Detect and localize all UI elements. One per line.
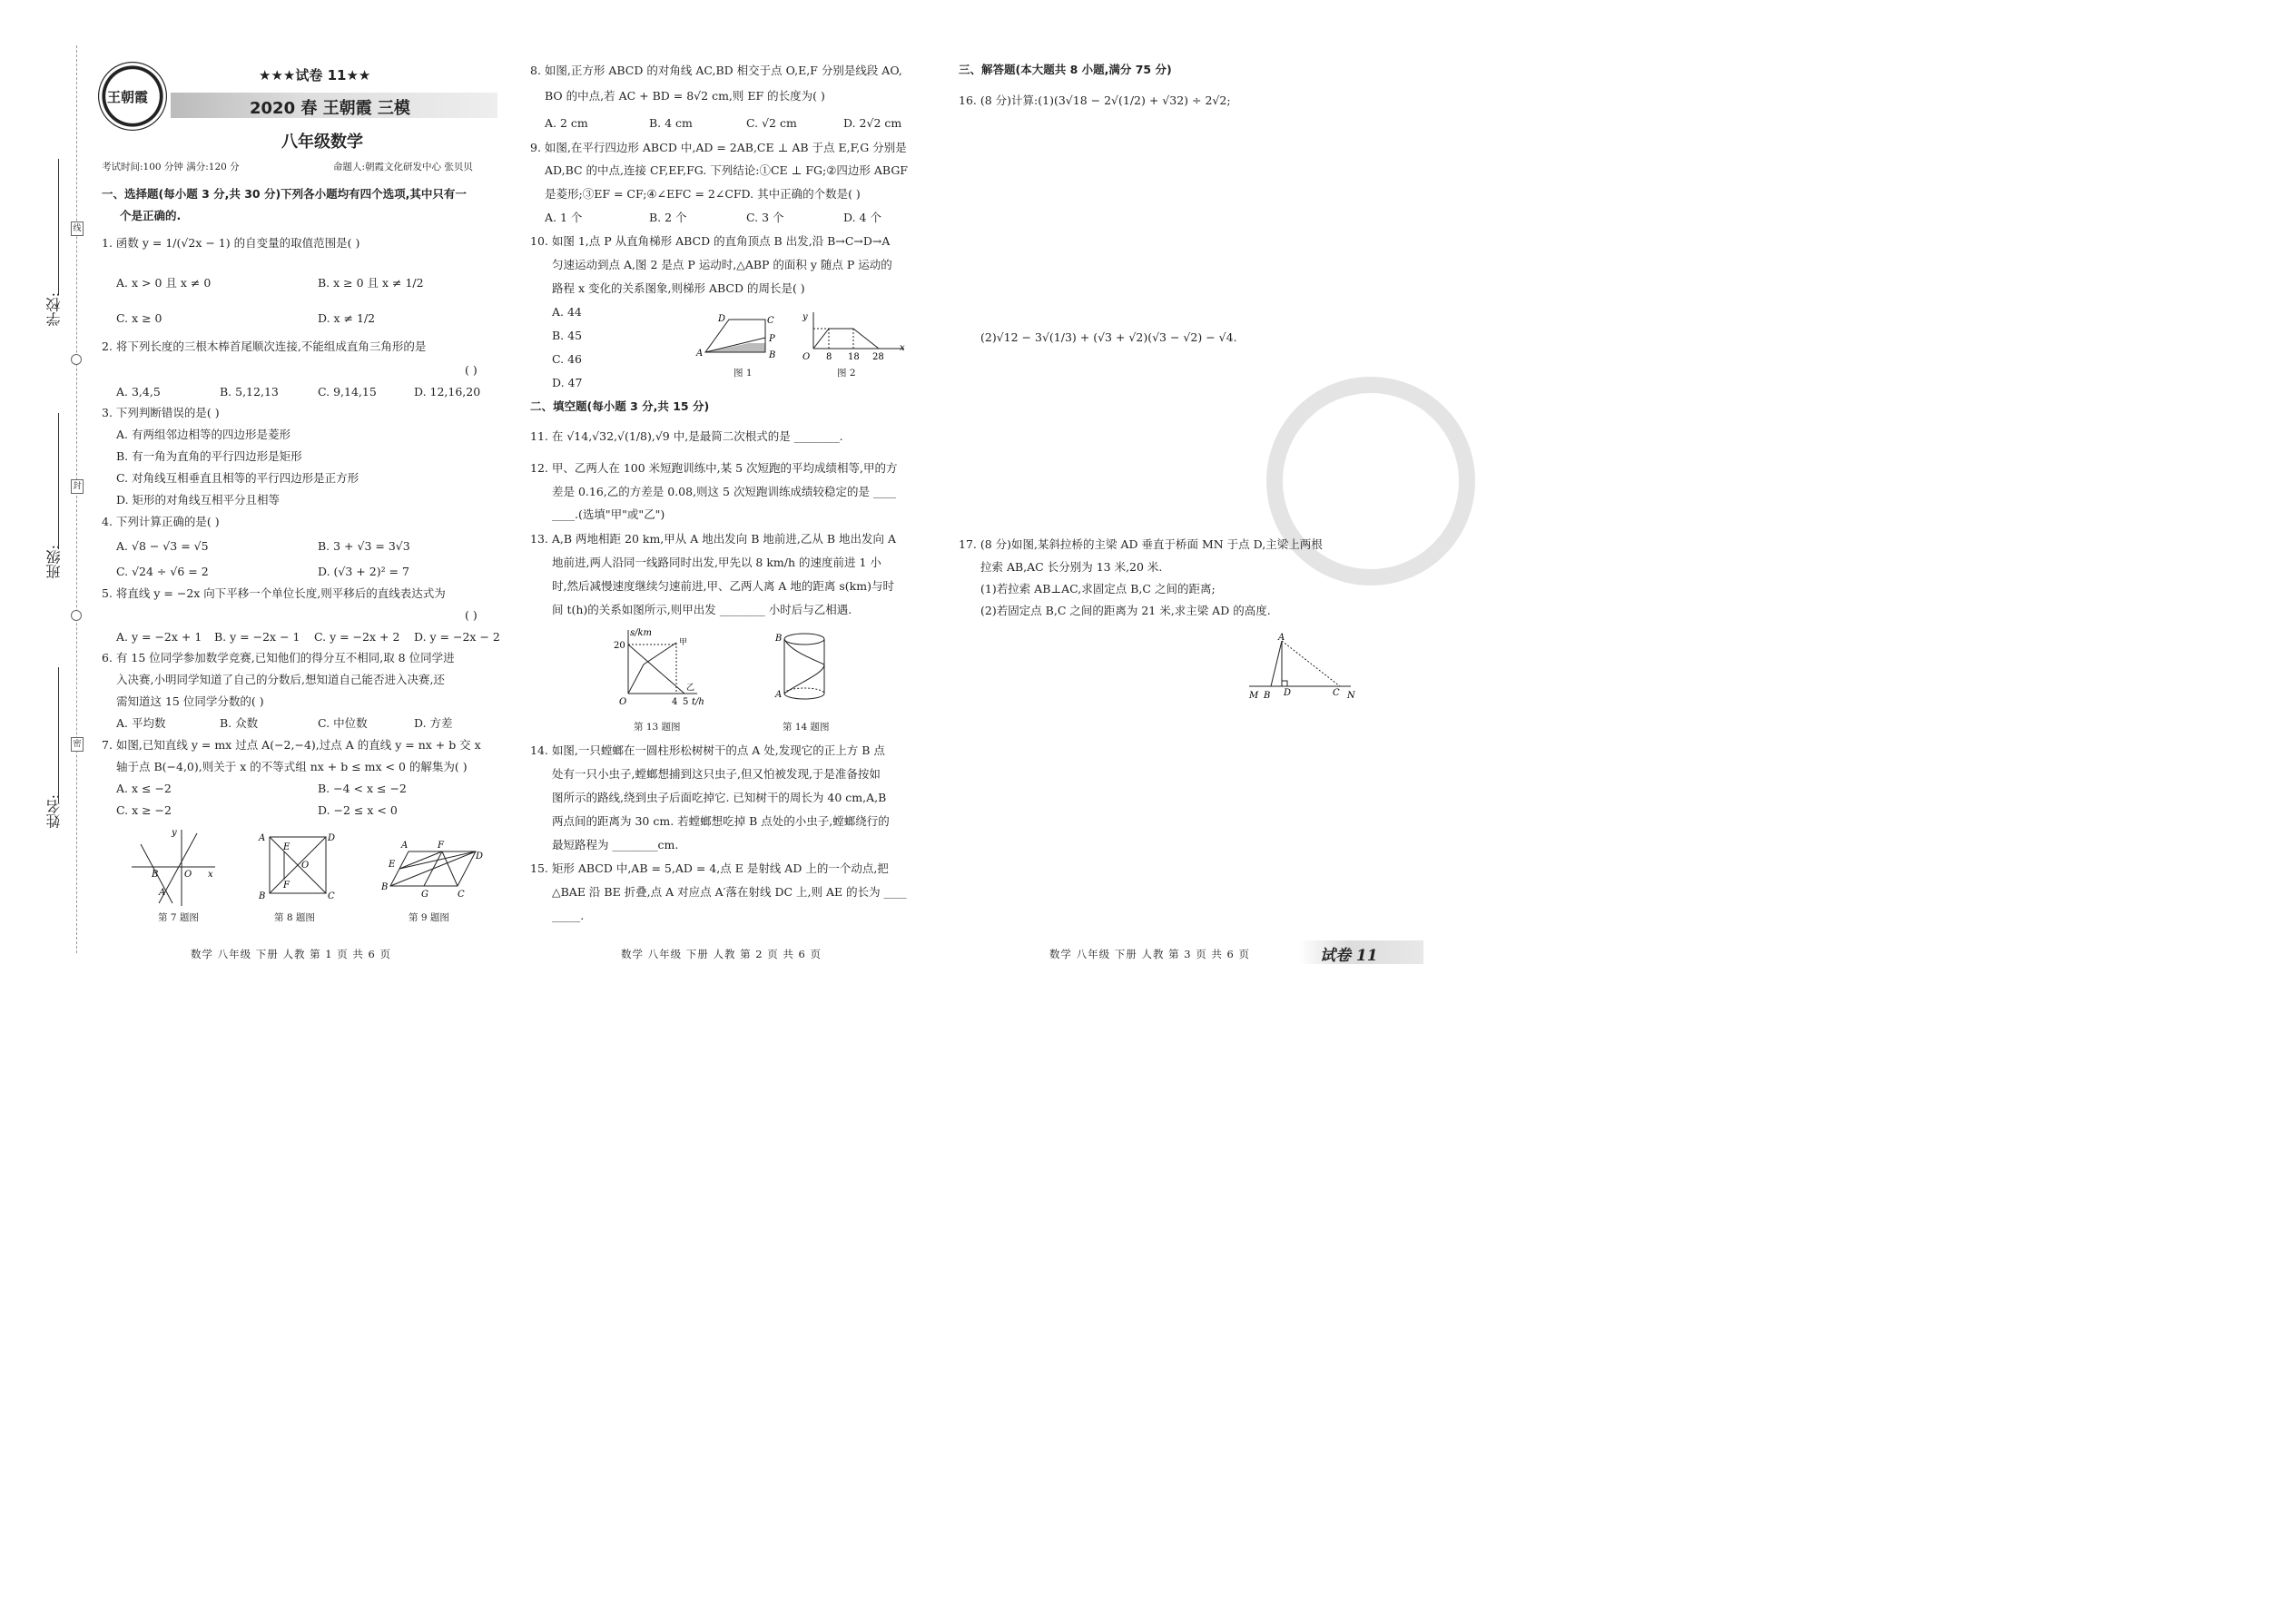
fig10-1-label-p: P: [769, 334, 775, 344]
question-9-line3: 是菱形;③EF = CF;④∠EFC = 2∠CFD. 其中正确的个数是( ): [545, 187, 861, 201]
question-10-line2: 匀速运动到点 A,图 2 是点 P 运动时,△ABP 的面积 y 随点 P 运动的: [552, 258, 892, 271]
class-label: 班级:: [45, 545, 63, 579]
fig8-label-d: D: [328, 833, 336, 843]
fig10-1-label-c: C: [767, 316, 774, 326]
question-14-line5: 最短路程为 ________cm.: [552, 838, 679, 851]
fig17-label-b: B: [1264, 691, 1271, 701]
q9-option-b: B. 2 个: [649, 211, 687, 224]
fig9-label-c: C: [458, 890, 465, 900]
q10-option-b: B. 45: [552, 329, 583, 342]
q8-option-b: B. 4 cm: [649, 116, 693, 130]
question-17-line4: (2)若固定点 B,C 之间的距离为 21 米,求主梁 AD 的高度.: [980, 604, 1271, 617]
question-13-line3: 时,然后减慢速度继续匀速前进,甲、乙两人离 A 地的距离 s(km)与时: [552, 579, 894, 593]
question-6-line1: 6. 有 15 位同学参加数学竞赛,已知他们的得分互不相同,取 8 位同学进: [102, 651, 455, 664]
fig14-label-a: A: [775, 690, 783, 700]
question-7-line1: 7. 如图,已知直线 y = mx 过点 A(−2,−4),过点 A 的直线 y = nx + b 交 x: [102, 738, 481, 752]
fig8-label-f: F: [283, 881, 290, 891]
question-15-line2: △BAE 沿 BE 折叠,点 A 对应点 A′落在射线 DC 上,则 AE 的长为 ____: [552, 885, 907, 899]
fig10-2-caption: 图 2: [837, 368, 856, 379]
figure-7: [132, 826, 218, 908]
question-11: 11. 在 √14,√32,√(1/8),√9 中,是最简二次根式的是 ________.: [530, 429, 843, 443]
question-16-part2: (2)√12 − 3√(1/3) + (√3 + √2)(√3 − √2) − √4.: [980, 330, 1237, 344]
header: [91, 54, 508, 172]
q1-option-d: D. x ≠ 1/2: [318, 311, 376, 325]
question-9-line2: AD,BC 的中点,连接 CF,EF,FG. 下列结论:①CE ⊥ FG;②四边形 ABGF: [545, 163, 908, 177]
q3-option-d: D. 矩形的对角线互相平分且相等: [116, 493, 281, 507]
q5-option-d: D. y = −2x − 2: [414, 630, 500, 644]
fig7-label-o: O: [184, 870, 192, 880]
footer-page-1: 数学 八年级 下册 人教 第 1 页 共 6 页: [191, 948, 392, 960]
fig13-label-o: O: [619, 697, 627, 707]
fig17-label-n: N: [1347, 691, 1355, 701]
fig9-label-d: D: [476, 851, 484, 861]
fig8-label-e: E: [283, 842, 290, 852]
seal-box-1: 线: [71, 221, 84, 236]
q10-option-d: D. 47: [552, 376, 583, 389]
margin-dashed-line: [76, 45, 77, 953]
q10-option-a: A. 44: [552, 305, 582, 319]
q5-paren: ( ): [465, 608, 478, 622]
figure-10-2: [797, 309, 911, 363]
binding-hole-2: [71, 610, 82, 621]
q9-option-c: C. 3 个: [746, 211, 784, 224]
fig8-label-a: A: [259, 833, 266, 843]
question-13-line2: 地前进,两人沿同一线路同时出发,甲先以 8 km/h 的速度前进 1 小: [552, 556, 881, 569]
fig13-label-t: t/h: [692, 697, 704, 707]
fig14-label-b: B: [775, 634, 783, 644]
fig13-label-jia: 甲: [679, 638, 688, 647]
fig7-label-x: x: [208, 870, 213, 880]
fig10-2-tick-28: 28: [872, 352, 884, 362]
question-6-line3: 需知道这 15 位同学分数的( ): [116, 694, 264, 708]
q6-option-c: C. 中位数: [318, 716, 368, 730]
question-13-line4: 间 t(h)的关系如图所示,则甲出发 ________ 小时后与乙相遇.: [552, 603, 852, 616]
question-14-line4: 两点间的距离为 30 cm. 若螳螂想吃掉 B 点处的小虫子,螳螂绕行的: [552, 814, 890, 828]
author: 命题人:朝霞文化研发中心 张贝贝: [333, 162, 473, 172]
fig10-2-label-y: y: [802, 312, 808, 322]
footer-badge-text: 试卷 11: [1320, 947, 1378, 965]
class-underline: [58, 413, 59, 549]
question-5: 5. 将直线 y = −2x 向下平移一个单位长度,则平移后的直线表达式为: [102, 586, 446, 600]
fig7-label-b: B: [152, 870, 159, 880]
fig9-label-f: F: [438, 841, 444, 851]
q2-paren: ( ): [465, 363, 478, 377]
question-14-line1: 14. 如图,一只螳螂在一圆柱形松树树干的点 A 处,发现它的正上方 B 点: [530, 743, 885, 757]
q10-option-c: C. 46: [552, 352, 582, 366]
fig13-label-yi: 乙: [686, 684, 695, 693]
question-12-line3: ____.(选填"甲"或"乙"): [552, 507, 665, 521]
section3-heading: 三、解答题(本大题共 8 小题,满分 75 分): [959, 63, 1172, 76]
fig10-2-tick-8: 8: [826, 352, 832, 362]
fig8-label-b: B: [259, 891, 266, 901]
logo-text: 王朝霞: [107, 89, 149, 105]
question-10-line1: 10. 如图 1,点 P 从直角梯形 ABCD 的直角顶点 B 出发,沿 B→C→D→A: [530, 234, 891, 248]
footer-page-3: 数学 八年级 下册 人教 第 3 页 共 6 页: [1049, 948, 1251, 960]
question-7-line2: 轴于点 B(−4,0),则关于 x 的不等式组 nx + b ≤ mx < 0 的解集为( ): [116, 760, 468, 773]
question-3: 3. 下列判断错误的是( ): [102, 406, 220, 419]
q9-option-d: D. 4 个: [843, 211, 881, 224]
question-14-line2: 处有一只小虫子,螳螂想捕到这只虫子,但又怕被发现,于是准备按如: [552, 767, 881, 781]
q2-option-a: A. 3,4,5: [116, 385, 161, 399]
fig13-tick-5: 5: [683, 697, 689, 707]
fig7-caption: 第 7 题图: [158, 912, 199, 923]
q5-option-c: C. y = −2x + 2: [314, 630, 400, 644]
binding-margin: [0, 0, 91, 1005]
fig8-caption: 第 8 题图: [274, 912, 315, 923]
q8-option-c: C. √2 cm: [746, 116, 797, 130]
question-6-line2: 入决赛,小明同学知道了自己的分数后,想知道自己能否进入决赛,还: [116, 673, 445, 686]
figure-17: [1245, 632, 1362, 703]
q3-option-c: C. 对角线互相垂直且相等的平行四边形是正方形: [116, 471, 359, 485]
figure-8: [257, 830, 339, 902]
fig9-caption: 第 9 题图: [409, 912, 449, 923]
q7-option-a: A. x ≤ −2: [116, 782, 172, 795]
fig14-caption: 第 14 题图: [783, 722, 830, 733]
question-17-line1: 17. (8 分)如图,某斜拉桥的主梁 AD 垂直于桥面 MN 于点 D,主梁上两根: [959, 537, 1323, 551]
binding-hole-1: [71, 354, 82, 365]
exam-time: 考试时间:100 分钟 满分:120 分: [102, 162, 240, 172]
q6-option-d: D. 方差: [414, 716, 453, 730]
fig10-1-label-d: D: [718, 314, 726, 324]
fig17-label-a: A: [1278, 633, 1285, 643]
q4-option-d: D. (√3 + 2)² = 7: [318, 565, 409, 578]
banner-title: 2020 春 王朝霞 三模: [250, 99, 410, 118]
fig17-label-c: C: [1333, 688, 1340, 698]
section1-heading-1: 一、选择题(每小题 3 分,共 30 分)下列各小题均有四个选项,其中只有一: [102, 187, 467, 201]
subject-title: 八年级数学: [281, 133, 363, 152]
question-12-line1: 12. 甲、乙两人在 100 米短跑训练中,某 5 次短跑的平均成绩相等,甲的方: [530, 461, 898, 475]
question-17-line2: 拉索 AB,AC 长分别为 13 米,20 米.: [980, 560, 1163, 574]
fig8-label-o: O: [301, 861, 310, 871]
question-13-line1: 13. A,B 两地相距 20 km,甲从 A 地出发向 B 地前进,乙从 B 地出发向 A: [530, 532, 896, 546]
fig8-label-c: C: [328, 891, 335, 901]
fig9-label-b: B: [381, 882, 389, 892]
badge-title: ★★★试卷 11★★: [259, 67, 371, 84]
question-14-line3: 图所示的路线,绕到虫子后面吃掉它. 已知树干的周长为 40 cm,A,B: [552, 791, 887, 804]
fig17-label-m: M: [1249, 691, 1259, 701]
q3-option-a: A. 有两组邻边相等的四边形是菱形: [116, 428, 290, 441]
q2-option-b: B. 5,12,13: [220, 385, 279, 399]
section1-heading-2: 个是正确的.: [120, 209, 182, 222]
school-label: 学校:: [45, 292, 63, 327]
section2-heading: 二、填空题(每小题 3 分,共 15 分): [530, 399, 710, 413]
question-15-line3: _____.: [552, 909, 585, 922]
question-2: 2. 将下列长度的三根木棒首尾顺次连接,不能组成直角三角形的是: [102, 340, 427, 353]
q6-option-b: B. 众数: [220, 716, 259, 730]
fig10-2-tick-18: 18: [848, 352, 860, 362]
fig9-label-g: G: [421, 890, 428, 900]
question-16-part1: 16. (8 分)计算:(1)(3√18 − 2√(1/2) + √32) ÷ 2√2;: [959, 94, 1231, 107]
fig10-1-caption: 图 1: [733, 368, 753, 379]
q8-option-d: D. 2√2 cm: [843, 116, 902, 130]
question-17-line3: (1)若拉索 AB⊥AC,求固定点 B,C 之间的距离;: [980, 582, 1216, 595]
figure-10-1: [694, 310, 785, 360]
seal-box-3: 密: [71, 737, 84, 752]
q2-option-d: D. 12,16,20: [414, 385, 481, 399]
q3-option-b: B. 有一角为直角的平行四边形是矩形: [116, 449, 302, 463]
seal-box-2: 封: [71, 479, 84, 494]
q4-option-a: A. √8 − √3 = √5: [116, 539, 209, 553]
footer-page-2: 数学 八年级 下册 人教 第 2 页 共 6 页: [621, 948, 822, 960]
figure-14: [772, 628, 835, 710]
figure-13: [610, 625, 714, 708]
question-1: 1. 函数 y = 1/(√2x − 1) 的自变量的取值范围是( ): [102, 236, 360, 250]
fig17-label-d: D: [1284, 688, 1292, 698]
question-8-line2: BO 的中点,若 AC + BD = 8√2 cm,则 EF 的长度为( ): [545, 89, 825, 103]
q1-option-a: A. x > 0 且 x ≠ 0: [116, 276, 212, 290]
fig10-2-label-o: O: [802, 352, 811, 362]
fig7-label-y: y: [172, 828, 177, 838]
fig10-2-label-x: x: [900, 343, 905, 353]
question-15-line1: 15. 矩形 ABCD 中,AB = 5,AD = 4,点 E 是射线 AD 上的一个动点,把: [530, 861, 889, 875]
question-12-line2: 差是 0.16,乙的方差是 0.08,则这 5 次短跑训练成绩较稳定的是 ____: [552, 485, 896, 498]
q4-option-c: C. √24 ÷ √6 = 2: [116, 565, 209, 578]
fig13-label-20: 20: [614, 641, 625, 651]
school-underline: [58, 159, 59, 295]
watermark-seal: [1266, 377, 1475, 586]
figure-9: [381, 837, 486, 901]
name-label: 姓名:: [45, 794, 63, 829]
q7-option-d: D. −2 ≤ x < 0: [318, 803, 398, 817]
question-10-line3: 路程 x 变化的关系图象,则梯形 ABCD 的周长是( ): [552, 281, 805, 295]
fig9-label-a: A: [401, 841, 409, 851]
question-4: 4. 下列计算正确的是( ): [102, 515, 220, 528]
q7-option-c: C. x ≥ −2: [116, 803, 172, 817]
question-9-line1: 9. 如图,在平行四边形 ABCD 中,AD = 2AB,CE ⊥ AB 于点 E,F,G 分别是: [530, 141, 907, 154]
q8-option-a: A. 2 cm: [545, 116, 588, 130]
fig13-caption: 第 13 题图: [634, 722, 681, 733]
q7-option-b: B. −4 < x ≤ −2: [318, 782, 407, 795]
q6-option-a: A. 平均数: [116, 716, 166, 730]
question-8-line1: 8. 如图,正方形 ABCD 的对角线 AC,BD 相交于点 O,E,F 分别是线段 AO,: [530, 64, 902, 77]
q4-option-b: B. 3 + √3 = 3√3: [318, 539, 410, 553]
q9-option-a: A. 1 个: [545, 211, 583, 224]
name-underline: [58, 667, 59, 803]
q5-option-a: A. y = −2x + 1: [116, 630, 202, 644]
fig9-label-e: E: [389, 860, 396, 870]
fig10-1-label-b: B: [769, 350, 776, 360]
fig10-1-label-a: A: [696, 349, 704, 359]
fig13-tick-4: 4: [672, 697, 678, 707]
q2-option-c: C. 9,14,15: [318, 385, 377, 399]
fig7-label-a: A: [159, 888, 166, 898]
q1-option-c: C. x ≥ 0: [116, 311, 162, 325]
q5-option-b: B. y = −2x − 1: [214, 630, 300, 644]
fig13-label-s: s/km: [630, 628, 653, 638]
q1-option-b: B. x ≥ 0 且 x ≠ 1/2: [318, 276, 424, 290]
